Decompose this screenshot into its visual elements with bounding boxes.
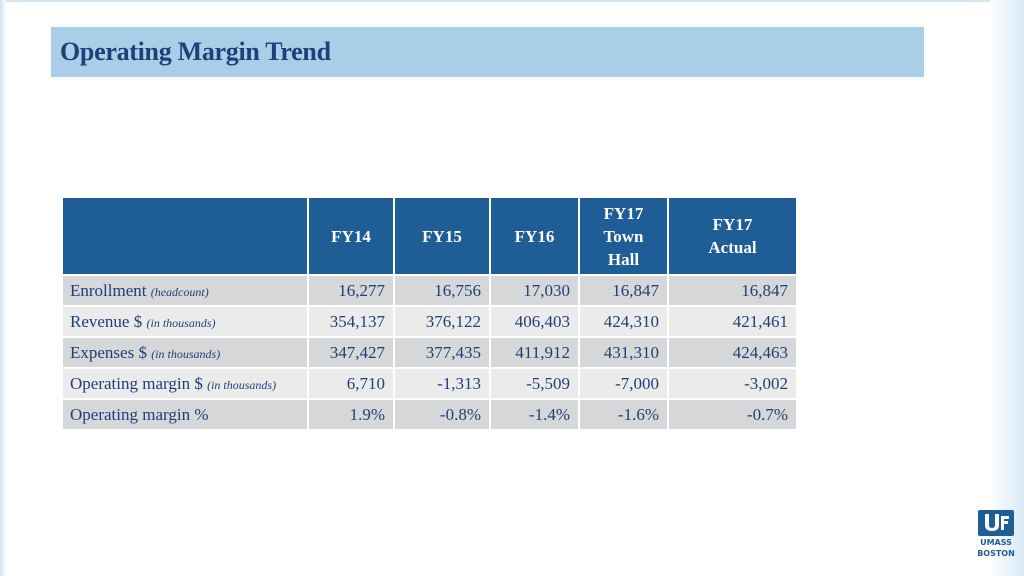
cell-fy17-actual: -3,002 bbox=[669, 367, 796, 398]
right-edge-decoration bbox=[990, 0, 1024, 576]
cell-fy15: 376,122 bbox=[395, 305, 491, 336]
cell-fy17-town-hall: 424,310 bbox=[580, 305, 669, 336]
cell-fy14: 354,137 bbox=[309, 305, 395, 336]
row-label bbox=[63, 398, 309, 429]
header-blank bbox=[63, 198, 309, 274]
header-line: Actual bbox=[708, 238, 757, 257]
table-row-expenses bbox=[63, 336, 796, 367]
cell-fy14: 1.9% bbox=[309, 398, 395, 429]
header-fy17-town-hall bbox=[580, 198, 669, 274]
cell-fy16: 406,403 bbox=[491, 305, 580, 336]
header-line: FY17 bbox=[603, 203, 644, 223]
header-line: FY17 bbox=[712, 215, 753, 234]
umass-boston-logo-icon bbox=[978, 510, 1014, 536]
header-fy14: FY14 bbox=[309, 198, 395, 274]
row-label bbox=[63, 336, 309, 367]
cell-fy16: 411,912 bbox=[491, 336, 580, 367]
cell-fy16: -5,509 bbox=[491, 367, 580, 398]
cell-fy17-actual: -0.7% bbox=[669, 398, 796, 429]
umass-mark-icon bbox=[979, 510, 1013, 534]
row-label-text: Operating margin % bbox=[70, 404, 209, 424]
table-row-enrollment bbox=[63, 274, 796, 305]
cell-fy14: 16,277 bbox=[309, 274, 395, 305]
cell-fy17-town-hall: 16,847 bbox=[580, 274, 669, 305]
header-line: Hall bbox=[607, 249, 640, 269]
cell-fy15: -0.8% bbox=[395, 398, 491, 429]
table-header-row bbox=[63, 198, 796, 274]
row-label-note: (in thousands) bbox=[207, 377, 277, 392]
row-label-note: (in thousands) bbox=[151, 346, 221, 361]
header-fy17-actual bbox=[669, 198, 796, 274]
row-label-text: Revenue $ bbox=[70, 311, 143, 331]
cell-fy16: 17,030 bbox=[491, 274, 580, 305]
row-label-text: Operating margin $ bbox=[70, 373, 203, 393]
header-fy16: FY16 bbox=[491, 198, 580, 274]
logo-text-umass: UMASS bbox=[980, 538, 1012, 547]
cell-fy17-town-hall: -1.6% bbox=[580, 398, 669, 429]
row-label-text: Expenses $ bbox=[70, 342, 147, 362]
row-label bbox=[63, 274, 309, 305]
cell-fy16: -1.4% bbox=[491, 398, 580, 429]
header-line: Town bbox=[603, 226, 644, 246]
table-row-operating-margin-dollars bbox=[63, 367, 796, 398]
logo-text-boston: BOSTON bbox=[977, 549, 1015, 558]
cell-fy17-actual: 421,461 bbox=[669, 305, 796, 336]
cell-fy14: 6,710 bbox=[309, 367, 395, 398]
row-label bbox=[63, 305, 309, 336]
cell-fy17-actual: 424,463 bbox=[669, 336, 796, 367]
row-label-note: (headcount) bbox=[150, 284, 209, 299]
row-label-text: Enrollment bbox=[70, 280, 147, 300]
cell-fy15: 16,756 bbox=[395, 274, 491, 305]
cell-fy17-town-hall: -7,000 bbox=[580, 367, 669, 398]
title-bar bbox=[51, 27, 924, 77]
table-row-operating-margin-percent bbox=[63, 398, 796, 429]
cell-fy14: 347,427 bbox=[309, 336, 395, 367]
cell-fy15: 377,435 bbox=[395, 336, 491, 367]
top-accent-line bbox=[0, 0, 1024, 2]
umass-boston-logo bbox=[975, 510, 1017, 560]
header-fy15: FY15 bbox=[395, 198, 491, 274]
cell-fy17-town-hall: 431,310 bbox=[580, 336, 669, 367]
row-label-note: (in thousands) bbox=[146, 315, 216, 330]
operating-margin-table bbox=[63, 198, 796, 429]
table-row-revenue bbox=[63, 305, 796, 336]
slide-title: Operating Margin Trend bbox=[60, 37, 331, 66]
row-label bbox=[63, 367, 309, 398]
cell-fy15: -1,313 bbox=[395, 367, 491, 398]
left-edge-decoration bbox=[0, 0, 6, 576]
cell-fy17-actual: 16,847 bbox=[669, 274, 796, 305]
